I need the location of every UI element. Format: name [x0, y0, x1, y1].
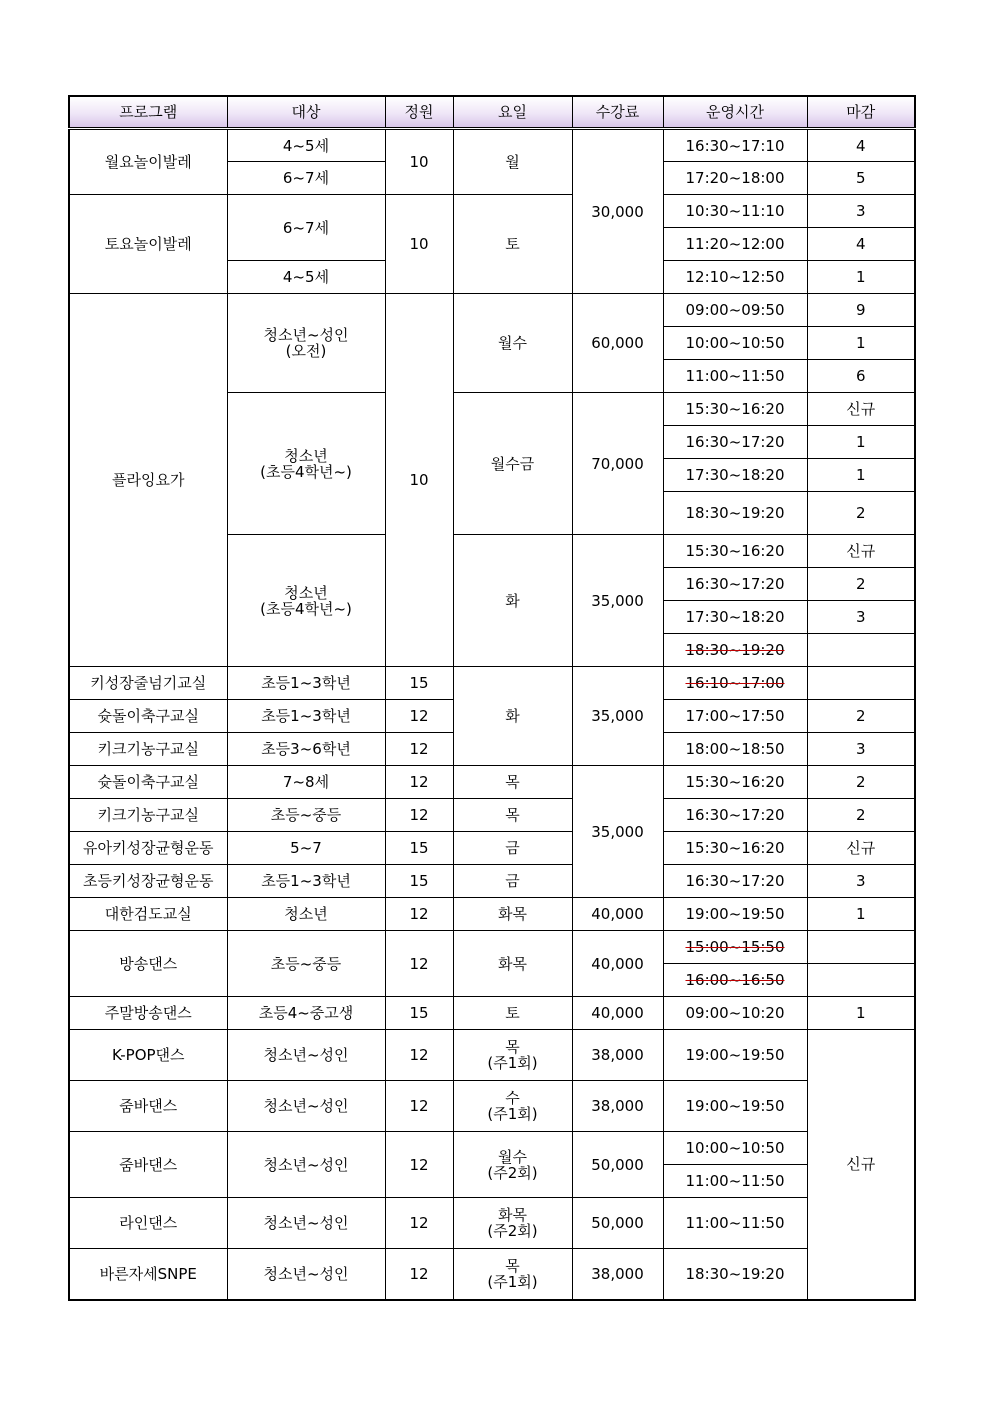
- target-cell: 6~7세: [227, 162, 385, 195]
- header-closing: 마감: [807, 96, 915, 129]
- day-cell: 월수: [453, 294, 572, 393]
- day-cell: 목 (주1회): [453, 1249, 572, 1300]
- fee-cell: 40,000: [572, 931, 663, 997]
- capacity-cell: 15: [385, 865, 453, 898]
- time-cell: 16:30~17:20: [663, 426, 807, 459]
- fee-cell: 50,000: [572, 1132, 663, 1198]
- closing-cell: 신규: [807, 535, 915, 568]
- day-cell: 금: [453, 832, 572, 865]
- fee-cell: 70,000: [572, 393, 663, 535]
- table-row: [69, 195, 915, 228]
- capacity-cell: 15: [385, 997, 453, 1030]
- header-time: 운영시간: [663, 96, 807, 129]
- time-cell: 17:20~18:00: [663, 162, 807, 195]
- target-cell: 4~5세: [227, 129, 385, 162]
- time-cell: 15:30~16:20: [663, 535, 807, 568]
- fee-cell: 40,000: [572, 898, 663, 931]
- program-cell: 슛돌이축구교실: [69, 766, 227, 799]
- fee-cell: 38,000: [572, 1249, 663, 1300]
- time-cell: 19:00~19:50: [663, 1081, 807, 1132]
- closing-cell: 신규: [807, 393, 915, 426]
- day-cell: 월: [453, 129, 572, 195]
- closing-cell: 4: [807, 228, 915, 261]
- target-cell: 청소년~성인: [227, 1030, 385, 1081]
- program-cell: 초등키성장균형운동: [69, 865, 227, 898]
- table-row: [69, 1132, 915, 1165]
- day-cell: 화목: [453, 931, 572, 997]
- time-cell: 19:00~19:50: [663, 898, 807, 931]
- program-cell: 슛돌이축구교실: [69, 700, 227, 733]
- closing-cell: 1: [807, 459, 915, 492]
- program-cell: 키크기농구교실: [69, 733, 227, 766]
- time-cell-cancelled: 16:10~17:00: [663, 667, 807, 700]
- time-cell: 16:30~17:20: [663, 568, 807, 601]
- program-cell: 플라잉요가: [69, 294, 227, 667]
- time-cell: 10:00~10:50: [663, 1132, 807, 1165]
- day-cell: 토: [453, 997, 572, 1030]
- time-cell: 10:30~11:10: [663, 195, 807, 228]
- fee-cell: 60,000: [572, 294, 663, 393]
- time-cell: 09:00~09:50: [663, 294, 807, 327]
- program-cell: 키크기농구교실: [69, 799, 227, 832]
- table-row: [69, 1249, 915, 1300]
- capacity-cell: 12: [385, 799, 453, 832]
- time-cell: 11:00~11:50: [663, 1165, 807, 1198]
- closing-cell: 1: [807, 327, 915, 360]
- program-cell: 토요놀이발레: [69, 195, 227, 294]
- day-cell: 월수금: [453, 393, 572, 535]
- table-row: [69, 799, 915, 832]
- target-cell: 7~8세: [227, 766, 385, 799]
- day-cell: 목: [453, 766, 572, 799]
- time-cell: 10:00~10:50: [663, 327, 807, 360]
- day-cell: 토: [453, 195, 572, 294]
- closing-cell: [807, 634, 915, 667]
- header-fee: 수강료: [572, 96, 663, 129]
- capacity-cell: 15: [385, 667, 453, 700]
- closing-cell: 9: [807, 294, 915, 327]
- table-row: [69, 997, 915, 1030]
- capacity-cell: 12: [385, 1081, 453, 1132]
- header-row: [69, 96, 915, 129]
- target-cell: 초등1~3학년: [227, 865, 385, 898]
- fee-cell: 38,000: [572, 1030, 663, 1081]
- program-cell: 주말방송댄스: [69, 997, 227, 1030]
- day-cell: 금: [453, 865, 572, 898]
- target-cell: 초등~중등: [227, 799, 385, 832]
- table-row: [69, 1081, 915, 1132]
- day-cell: 화: [453, 535, 572, 667]
- day-cell: 월수 (주2회): [453, 1132, 572, 1198]
- fee-cell: 35,000: [572, 667, 663, 766]
- capacity-cell: 12: [385, 931, 453, 997]
- closing-cell: 2: [807, 799, 915, 832]
- table-row: [69, 1198, 915, 1249]
- time-cell: 16:30~17:20: [663, 865, 807, 898]
- time-cell-cancelled: 16:00~16:50: [663, 964, 807, 997]
- program-cell: 방송댄스: [69, 931, 227, 997]
- time-cell: 18:00~18:50: [663, 733, 807, 766]
- time-cell: 18:30~19:20: [663, 1249, 807, 1300]
- header-target: 대상: [227, 96, 385, 129]
- closing-cell: 2: [807, 492, 915, 535]
- closing-cell: [807, 931, 915, 964]
- target-cell: 초등1~3학년: [227, 667, 385, 700]
- fee-cell: 35,000: [572, 535, 663, 667]
- program-cell: 월요놀이발레: [69, 129, 227, 195]
- header-capacity: 정원: [385, 96, 453, 129]
- time-cell: 11:20~12:00: [663, 228, 807, 261]
- target-cell: 청소년~성인: [227, 1249, 385, 1300]
- closing-cell: 신규: [807, 1030, 915, 1300]
- closing-cell: 6: [807, 360, 915, 393]
- time-cell: 18:30~19:20: [663, 492, 807, 535]
- capacity-cell: 12: [385, 733, 453, 766]
- time-cell: 15:30~16:20: [663, 832, 807, 865]
- fee-cell: 38,000: [572, 1081, 663, 1132]
- header-day: 요일: [453, 96, 572, 129]
- time-cell: 09:00~10:20: [663, 997, 807, 1030]
- day-cell: 화목: [453, 898, 572, 931]
- target-cell: 4~5세: [227, 261, 385, 294]
- time-cell: 12:10~12:50: [663, 261, 807, 294]
- target-cell: 6~7세: [227, 195, 385, 261]
- program-schedule-table: [68, 95, 916, 1301]
- target-cell: 청소년 (초등4학년~): [227, 393, 385, 535]
- target-cell: 초등3~6학년: [227, 733, 385, 766]
- time-cell: 17:00~17:50: [663, 700, 807, 733]
- table-row: [69, 865, 915, 898]
- table-row: [69, 667, 915, 700]
- table-row: [69, 294, 915, 327]
- closing-cell: 신규: [807, 832, 915, 865]
- capacity-cell: 12: [385, 700, 453, 733]
- closing-cell: 3: [807, 601, 915, 634]
- closing-cell: 2: [807, 568, 915, 601]
- day-cell: 수 (주1회): [453, 1081, 572, 1132]
- capacity-cell: 12: [385, 1030, 453, 1081]
- time-cell: 11:00~11:50: [663, 1198, 807, 1249]
- time-cell: 19:00~19:50: [663, 1030, 807, 1081]
- capacity-cell: 10: [385, 195, 453, 294]
- header-program: 프로그램: [69, 96, 227, 129]
- capacity-cell: 12: [385, 1132, 453, 1198]
- program-cell: 키성장줄넘기교실: [69, 667, 227, 700]
- capacity-cell: 12: [385, 1198, 453, 1249]
- target-cell: 초등4~중고생: [227, 997, 385, 1030]
- day-cell: 목: [453, 799, 572, 832]
- program-cell: 바른자세SNPE: [69, 1249, 227, 1300]
- day-cell: 목 (주1회): [453, 1030, 572, 1081]
- closing-cell: 4: [807, 129, 915, 162]
- fee-cell: 40,000: [572, 997, 663, 1030]
- day-cell: 화목 (주2회): [453, 1198, 572, 1249]
- target-cell: 초등1~3학년: [227, 700, 385, 733]
- closing-cell: 2: [807, 766, 915, 799]
- time-cell-cancelled: 15:00~15:50: [663, 931, 807, 964]
- program-cell: 줌바댄스: [69, 1081, 227, 1132]
- closing-cell: [807, 667, 915, 700]
- target-cell: 청소년 (초등4학년~): [227, 535, 385, 667]
- table-row: [69, 129, 915, 162]
- time-cell: 17:30~18:20: [663, 459, 807, 492]
- table-row: [69, 931, 915, 964]
- capacity-cell: 10: [385, 294, 453, 667]
- closing-cell: 3: [807, 733, 915, 766]
- closing-cell: 1: [807, 426, 915, 459]
- fee-cell: 30,000: [572, 129, 663, 294]
- table-row: [69, 832, 915, 865]
- closing-cell: 5: [807, 162, 915, 195]
- time-cell: 16:30~17:20: [663, 799, 807, 832]
- day-cell: 화: [453, 667, 572, 766]
- time-cell: 11:00~11:50: [663, 360, 807, 393]
- closing-cell: 3: [807, 195, 915, 228]
- program-cell: K-POP댄스: [69, 1030, 227, 1081]
- time-cell: 15:30~16:20: [663, 393, 807, 426]
- capacity-cell: 15: [385, 832, 453, 865]
- target-cell: 청소년~성인 (오전): [227, 294, 385, 393]
- time-cell: 15:30~16:20: [663, 766, 807, 799]
- capacity-cell: 12: [385, 766, 453, 799]
- closing-cell: [807, 964, 915, 997]
- table-row: [69, 1030, 915, 1081]
- time-cell: 17:30~18:20: [663, 601, 807, 634]
- time-cell: 16:30~17:10: [663, 129, 807, 162]
- target-cell: 청소년~성인: [227, 1081, 385, 1132]
- target-cell: 청소년: [227, 898, 385, 931]
- closing-cell: 2: [807, 700, 915, 733]
- capacity-cell: 12: [385, 898, 453, 931]
- table-row: [69, 766, 915, 799]
- fee-cell: 35,000: [572, 766, 663, 898]
- target-cell: 초등~중등: [227, 931, 385, 997]
- capacity-cell: 10: [385, 129, 453, 195]
- closing-cell: 3: [807, 865, 915, 898]
- closing-cell: 1: [807, 261, 915, 294]
- program-cell: 줌바댄스: [69, 1132, 227, 1198]
- target-cell: 청소년~성인: [227, 1132, 385, 1198]
- table-row: [69, 898, 915, 931]
- program-cell: 대한검도교실: [69, 898, 227, 931]
- closing-cell: 1: [807, 997, 915, 1030]
- time-cell-cancelled: 18:30~19:20: [663, 634, 807, 667]
- target-cell: 청소년~성인: [227, 1198, 385, 1249]
- program-cell: 라인댄스: [69, 1198, 227, 1249]
- target-cell: 5~7: [227, 832, 385, 865]
- program-cell: 유아키성장균형운동: [69, 832, 227, 865]
- closing-cell: 1: [807, 898, 915, 931]
- capacity-cell: 12: [385, 1249, 453, 1300]
- fee-cell: 50,000: [572, 1198, 663, 1249]
